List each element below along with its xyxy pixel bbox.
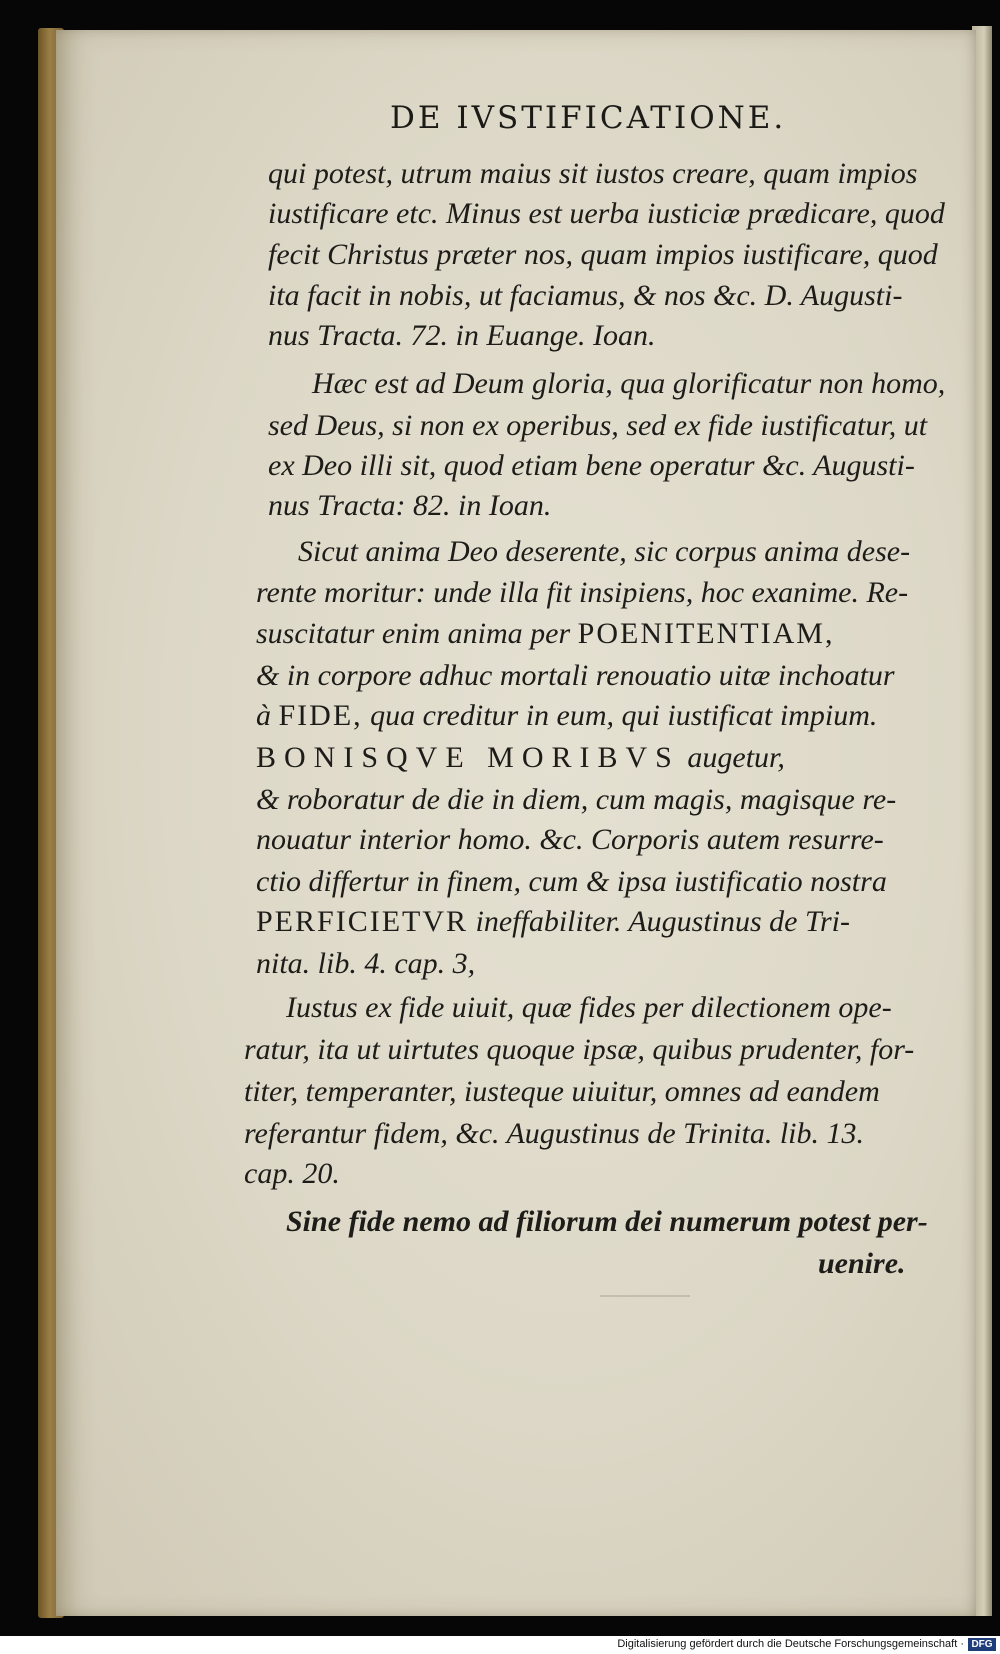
text-line: nouatur interior homo. &c. Corporis autem resurre-	[256, 823, 884, 856]
text-line: ita facit in nobis, ut faciamus, & nos &c. D. Augusti-	[268, 279, 903, 312]
text-line: Iustus ex fide uiuit, quæ fides per dilectionem ope-	[286, 991, 892, 1024]
text-line: BONISQVE MORIBVS augetur,	[256, 741, 785, 774]
text-line: à FIDE, qua creditur in eum, qui iustificat impium.	[256, 699, 878, 732]
text-line: nus Tracta. 72. in Euange. Ioan.	[268, 319, 656, 352]
dfg-logo: DFG	[968, 1638, 996, 1651]
text-line: nita. lib. 4. cap. 3,	[256, 947, 476, 980]
text-line: fecit Christus præter nos, quam impios iustificare, quod	[268, 238, 938, 271]
digitization-credit: Digitalisierung gefördert durch die Deutsche Forschungsgemeinschaft ·	[617, 1638, 964, 1650]
text-line: qui potest, utrum maius sit iustos creare, quam impios	[268, 157, 918, 190]
text-line: & in corpore adhuc mortali renouatio uitæ inchoatur	[256, 659, 895, 692]
text-line: Hæc est ad Deum gloria, qua glorificatur non homo,	[312, 367, 946, 400]
text-line: rente moritur: unde illa fit insipiens, hoc exanime. Re-	[256, 576, 909, 609]
text-line: PERFICIETVR ineffabiliter. Augustinus de Tri-	[256, 905, 851, 938]
text-line: & roboratur de die in diem, cum magis, magisque re-	[256, 783, 897, 816]
text-line: suscitatur enim anima per POENITENTIAM,	[256, 617, 835, 650]
text-line: sed Deus, si non ex operibus, sed ex fide iustificatur, ut	[268, 409, 928, 442]
text-line: uenire.	[818, 1247, 906, 1280]
text-line: cap. 20.	[244, 1157, 340, 1190]
page-smudge	[600, 1295, 690, 1297]
text-line: ex Deo illi sit, quod etiam bene operatur &c. Augusti-	[268, 449, 915, 482]
text-line: ctio differtur in finem, cum & ipsa iustificatio nostra	[256, 865, 887, 898]
text-line: nus Tracta: 82. in Ioan.	[268, 489, 552, 522]
text-line: ratur, ita ut uirtutes quoque ipsæ, quibus prudenter, for-	[244, 1033, 915, 1066]
text-line: Sine fide nemo ad filiorum dei numerum potest per-	[286, 1205, 928, 1238]
text-line: referantur fidem, &c. Augustinus de Trinita. lib. 13.	[244, 1117, 865, 1150]
text-line: titer, temperanter, iusteque uiuitur, omnes ad eandem	[244, 1075, 880, 1108]
text-line: iustificare etc. Minus est uerba iusticiæ prædicare, quod	[268, 197, 945, 230]
running-head: DE IVSTIFICATIONE.	[390, 100, 787, 136]
text-line: Sicut anima Deo deserente, sic corpus anima dese-	[298, 535, 911, 568]
